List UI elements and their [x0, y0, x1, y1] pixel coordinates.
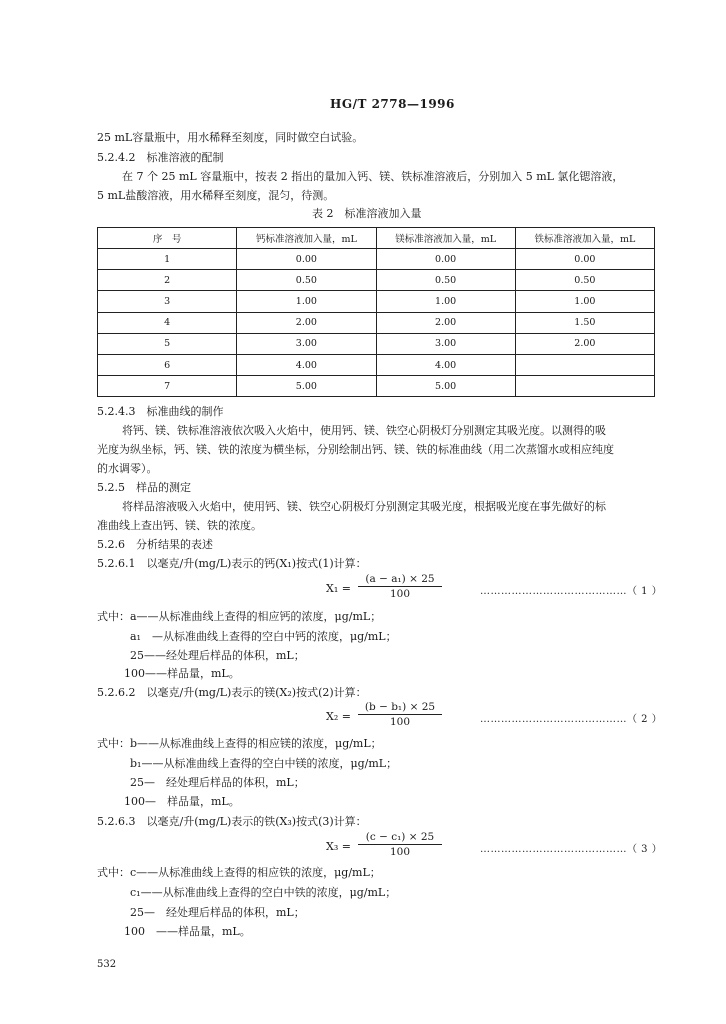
paragraph-line: 25 mL容量瓶中，用水稀释至刻度，同时做空白试验。: [97, 131, 364, 144]
table-cell: [515, 376, 654, 397]
table-cell: 4.00: [376, 354, 515, 375]
table-row: [98, 249, 655, 270]
where-line: c₁——从标准曲线上查得的空白中铁的浓度，μg/mL；: [130, 886, 397, 899]
formula-2-numerator: (b − b₁) × 25: [358, 701, 442, 715]
table-cell: 0.50: [237, 270, 376, 291]
formula-3-leader: ……………………………………（ 3 ）: [480, 844, 663, 855]
formula-2-leader: ……………………………………（ 2 ）: [480, 714, 663, 725]
table-cell: 5.00: [376, 376, 515, 397]
paragraph-line: 在 7 个 25 mL 容量瓶中，按表 2 指出的量加入钙、镁、铁标准溶液后，分别加入 5 mL 氯化锶溶液，: [122, 170, 624, 183]
table-cell: 2.00: [237, 312, 376, 333]
section-heading-5262: 5.2.6.2 以毫克/升(mg/L)表示的镁(X₂)按式(2)计算：: [97, 686, 367, 699]
formula-1-leader: ……………………………………（ 1 ）: [480, 586, 663, 597]
where-line: 100——样品量，mL。: [124, 667, 240, 680]
formula-3-numerator: (c − c₁) × 25: [358, 831, 442, 845]
table-cell: 2: [98, 270, 237, 291]
paragraph-line: 5 mL盐酸溶液，用水稀释至刻度，混匀，待测。: [97, 189, 335, 202]
table-row: [98, 354, 655, 375]
formula-2-fraction: [358, 701, 442, 728]
paragraph-line: 将样品溶液吸入火焰中，使用钙、镁、铁空心阴极灯分别测定其吸光度，根据吸光度在事先做好的标: [122, 500, 606, 513]
formula-1-denominator: 100: [389, 588, 411, 600]
table-header-cell: 序 号: [98, 228, 237, 249]
formula-2-lhs: X₂ =: [326, 710, 351, 723]
where-line: 式中：c——从标准曲线上查得的相应铁的浓度，μg/mL；: [97, 866, 381, 879]
table-cell: 1.00: [515, 291, 654, 312]
table-cell: 6: [98, 354, 237, 375]
formula-3-fraction: [358, 831, 442, 858]
table-cell: 0.50: [515, 270, 654, 291]
table-cell: 2.00: [515, 333, 654, 354]
paragraph-line: 的水调零）。: [97, 462, 158, 475]
table-header-cell: 铁标准溶液加入量，mL: [515, 228, 654, 249]
section-heading-5243: 5.2.4.3 标准曲线的制作: [97, 405, 224, 418]
table-header-cell: 镁标准溶液加入量，mL: [376, 228, 515, 249]
table-cell: 3.00: [237, 333, 376, 354]
formula-3-denominator: 100: [389, 846, 411, 858]
section-heading-5242: 5.2.4.2 标准溶液的配制: [97, 151, 224, 164]
table-cell: 4.00: [237, 354, 376, 375]
where-line: 式中：a——从标准曲线上查得的相应钙的浓度，μg/mL；: [97, 610, 382, 623]
table-cell: 5.00: [237, 376, 376, 397]
formula-2-denominator: 100: [389, 716, 411, 728]
where-line: 25——经处理后样品的体积，mL；: [130, 649, 305, 662]
table-title: 表 2 标准溶液加入量: [312, 207, 422, 220]
section-heading-525: 5.2.5 样品的测定: [97, 481, 191, 494]
table-row: [98, 333, 655, 354]
table-cell: 4: [98, 312, 237, 333]
table-cell: 0.50: [376, 270, 515, 291]
table-cell: 1: [98, 249, 237, 270]
where-line: 100 ——样品量，mL。: [124, 925, 251, 938]
table-cell: 5: [98, 333, 237, 354]
table-row: [98, 270, 655, 291]
table-row: [98, 312, 655, 333]
standard-solution-table: [97, 227, 655, 397]
where-line: 式中：b——从标准曲线上查得的相应镁的浓度，μg/mL；: [97, 737, 382, 750]
table-cell: 7: [98, 376, 237, 397]
table-cell: 0.00: [376, 249, 515, 270]
paragraph-line: 将钙、镁、铁标准溶液依次吸入火焰中，使用钙、镁、铁空心阴极灯分别测定其吸光度。以测得的吸: [122, 424, 606, 437]
formula-3-lhs: X₃ =: [326, 840, 351, 853]
table-cell: 0.00: [237, 249, 376, 270]
formula-1-numerator: (a − a₁) × 25: [358, 573, 442, 587]
paragraph-line: 光度为纵坐标，钙、镁、铁的浓度为横坐标，分别绘制出钙、镁、铁的标准曲线（用二次蒸馏水或相应纯度: [97, 443, 614, 456]
section-heading-5261: 5.2.6.1 以毫克/升(mg/L)表示的钙(X₁)按式(1)计算：: [97, 557, 367, 570]
table-row: [98, 376, 655, 397]
standard-header: HG/T 2778—1996: [330, 97, 455, 111]
page-number: 532: [97, 959, 117, 970]
where-line: 100— 样品量，mL。: [124, 795, 240, 808]
where-line: 25— 经处理后样品的体积，mL；: [130, 776, 305, 789]
table-header-row: [98, 228, 655, 249]
where-line: b₁——从标准曲线上查得的空白中镁的浓度，μg/mL；: [130, 757, 398, 770]
table-cell: 3.00: [376, 333, 515, 354]
table-cell: 1.00: [376, 291, 515, 312]
table-cell: 1.50: [515, 312, 654, 333]
formula-1-fraction: [358, 573, 442, 600]
section-heading-5263: 5.2.6.3 以毫克/升(mg/L)表示的铁(X₃)按式(3)计算：: [97, 815, 367, 828]
where-line: 25— 经处理后样品的体积，mL；: [130, 906, 305, 919]
table-header-cell: 钙标准溶液加入量，mL: [237, 228, 376, 249]
table-cell: [515, 354, 654, 375]
table-cell: 2.00: [376, 312, 515, 333]
table-cell: 3: [98, 291, 237, 312]
paragraph-line: 准曲线上查出钙、镁、铁的浓度。: [97, 519, 262, 532]
table-row: [98, 291, 655, 312]
section-heading-526: 5.2.6 分析结果的表述: [97, 538, 213, 551]
formula-1-lhs: X₁ =: [326, 582, 351, 595]
where-line: a₁ —从标准曲线上查得的空白中钙的浓度，μg/mL；: [130, 630, 397, 643]
table-cell: 1.00: [237, 291, 376, 312]
table-cell: 0.00: [515, 249, 654, 270]
